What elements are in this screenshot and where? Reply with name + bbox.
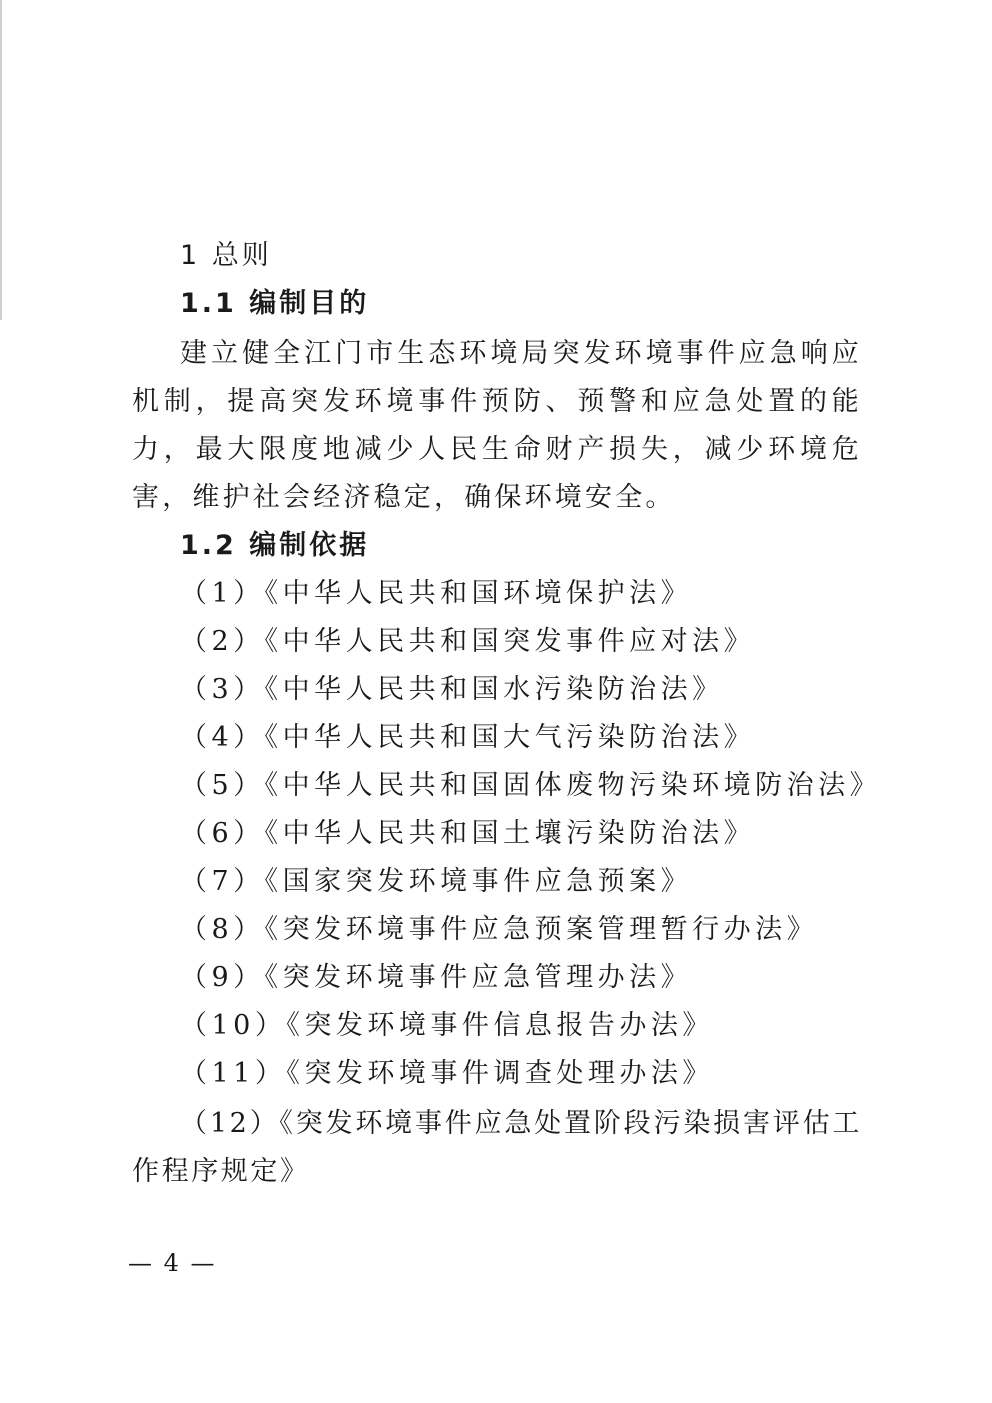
basis-item-1: （1）《中华人民共和国环境保护法》: [180, 578, 693, 609]
section-1-2-title: 1.2 编制依据: [180, 530, 370, 561]
basis-item-9: （9）《突发环境事件应急管理办法》: [180, 962, 693, 993]
section-1-1-title: 1.1 编制目的: [180, 288, 370, 319]
section-1-title: 1 总则: [180, 240, 272, 271]
basis-item-10: （10）《突发环境事件信息报告办法》: [180, 1010, 714, 1041]
basis-item-3: （3）《中华人民共和国水污染防治法》: [180, 674, 724, 705]
basis-item-12: （12）《突发环境事件应急处置阶段污染损害评估工作程序规定》: [132, 1108, 862, 1187]
basis-item-5: （5）《中华人民共和国固体废物污染环境防治法》: [180, 770, 882, 801]
basis-item-6: （6）《中华人民共和国土壤污染防治法》: [180, 818, 756, 849]
scan-edge-mark: [0, 0, 2, 320]
basis-item-11: （11）《突发环境事件调查处理办法》: [180, 1058, 714, 1089]
section-1-1-body: 建立健全江门市生态环境局突发环境事件应急响应机制，提高突发环境事件预防、预警和应急处置的能力，最大限度地减少人民生命财产损失，减少环境危害，维护社会经济稳定，确保环境安全。: [132, 338, 862, 513]
basis-item-8: （8）《突发环境事件应急预案管理暂行办法》: [180, 914, 819, 945]
basis-item-7: （7）《国家突发环境事件应急预案》: [180, 866, 693, 897]
basis-item-2: （2）《中华人民共和国突发事件应对法》: [180, 626, 756, 657]
page-number: — 4 —: [128, 1249, 217, 1277]
basis-item-4: （4）《中华人民共和国大气污染防治法》: [180, 722, 756, 753]
